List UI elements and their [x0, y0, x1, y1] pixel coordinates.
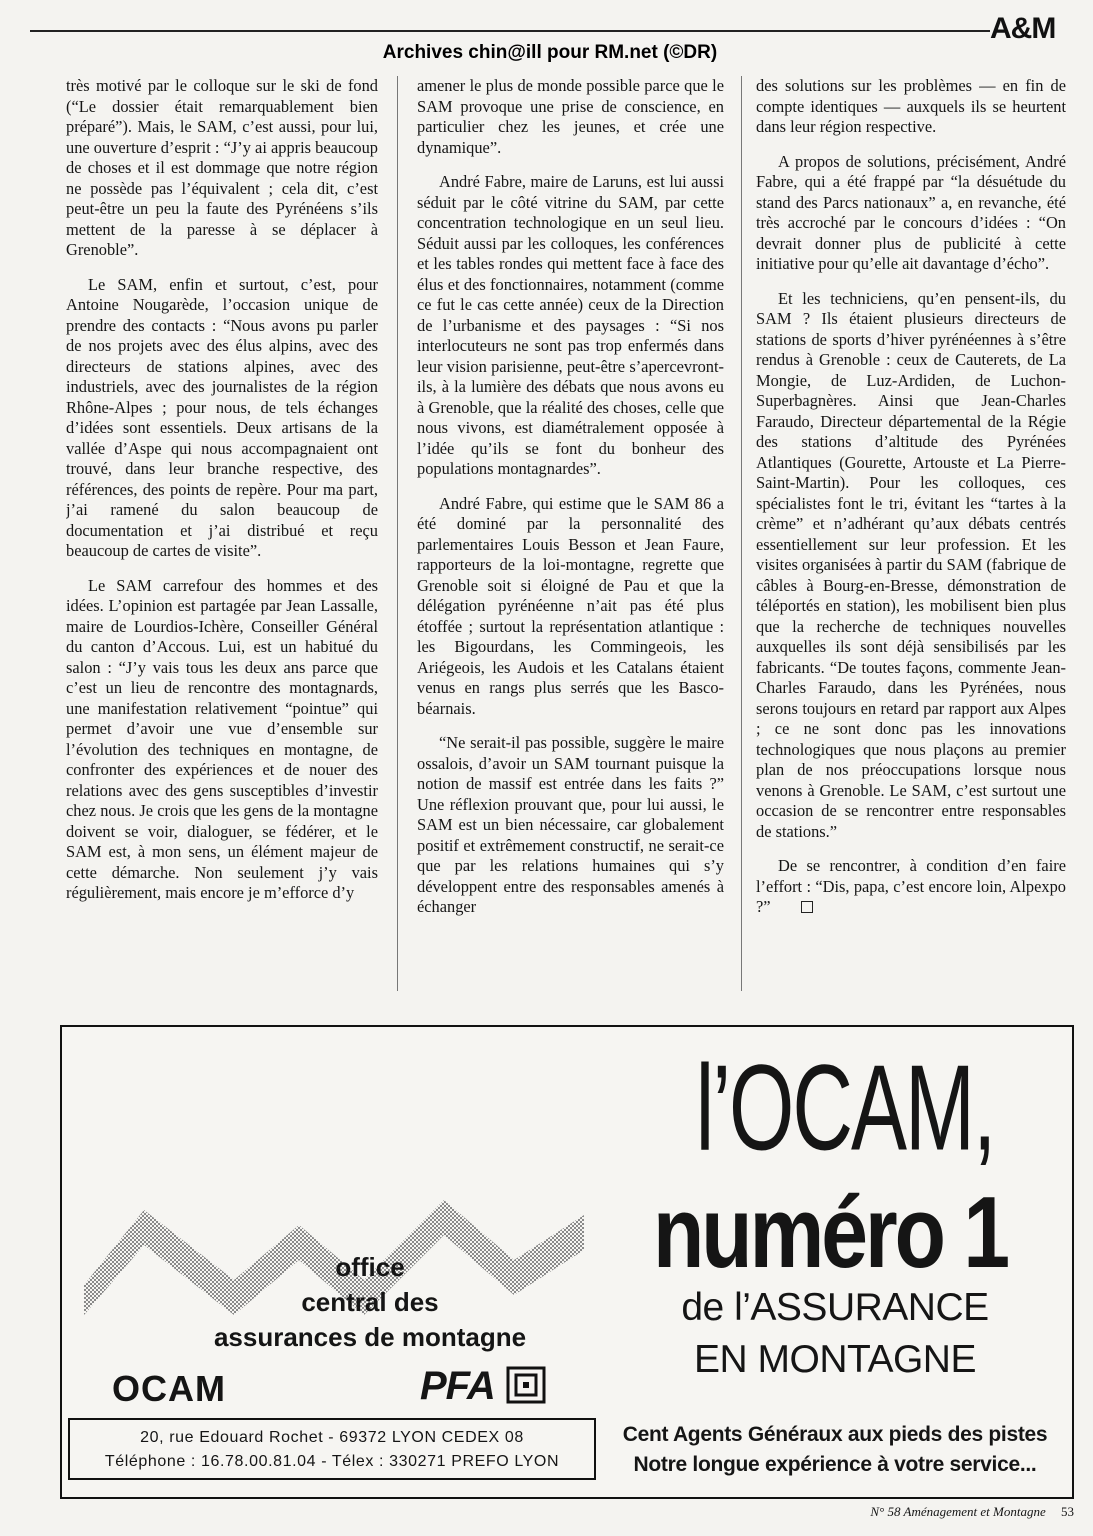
article-column-3 [756, 76, 1066, 988]
ad-tagline [600, 1420, 1070, 1480]
ad-headline-ocam: l’OCAM, [695, 1039, 995, 1176]
pfa-emblem-icon [506, 1366, 546, 1404]
page-number: 53 [1061, 1504, 1074, 1519]
contact-line: Téléphone : 16.78.00.81.04 - Télex : 330271 PREFO LYON [104, 1453, 560, 1470]
column-divider [741, 76, 742, 991]
magazine-logo: A&M [990, 12, 1056, 45]
magazine-name: Aménagement et Montagne [903, 1504, 1046, 1519]
paragraph: des solutions sur les problèmes — en fin de compte identiques — auxquels ils se heurtent dans leur région respective. [756, 76, 1066, 136]
column-divider [397, 76, 398, 991]
ad-headline-numero: numéro 1 [652, 1175, 1008, 1289]
office-line: office [335, 1252, 405, 1282]
article-column-1 [66, 76, 378, 988]
paragraph: André Fabre, qui estime que le SAM 86 a été dominé par la personnalité des parlementaires Louis Besson et Jean Faure, rapporteurs de la loi-montagne, regrette que Grenoble soit si éloigné de Pau et que la délégation pyrénéenne n’ait pas été plus étoffée ; surtout la représentation atlantique : les Bigourdans, les Commingeois, les Ariégeois, les Audois et les Catalans étaient venus en rangs plus serrés que les Basco-béarnais. [417, 493, 724, 718]
ad-headline-montagne: EN MONTAGNE [694, 1338, 976, 1381]
page-footer [812, 1504, 1074, 1520]
tagline-line: Notre longue expérience à votre service... [633, 1453, 1037, 1476]
address-line: 20, rue Edouard Rochet - 69372 LYON CEDEX 08 [140, 1429, 524, 1446]
ad-headline-assurance: de l’ASSURANCE [681, 1286, 989, 1329]
paragraph: amener le plus de monde possible parce que le SAM provoque une prise de conscience, en particulier chez les jeunes, et crée une dynamique”. [417, 76, 724, 157]
paragraph-text: De se rencontrer, à condition d’en faire l’effort : “Dis, papa, c’est encore loin, Alpexpo ?” [756, 856, 1066, 916]
article-column-2 [417, 76, 724, 988]
paragraph: Et les techniciens, qu’en pensent-ils, du SAM ? Ils étaient plusieurs directeurs de stations de sports d’hiver pyrénéennes à s’être rendus à Grenoble : ceux de Cauterets, de La Mongie, de Luz-Ardiden, de Luchon-Superbagnères. Ainsi que Jean-Charles Faraudo, Directeur départemental de la Régie des stations d’altitude des Pyrénées Atlantiques (Gourette, Artouste et La Pierre-Saint-Martin). Pour les colloques, ces spécialistes font le tri, évitant les “tartes à la crème” et n’adhérant qu’aux débats centrés essentiellement sur leur profession. Et les visites organisées à partir du SAM (fabrique de câbles à Bourg-en-Bresse, démonstration de téléportés en station), les mobilisent bien plus que la recherche de techniques nouvelles auxquelles ils sont déjà sensibilisés par les fabricants. “De toutes façons, commente Jean-Charles Faraudo, dans les Pyrénées, nous serons toujours en retard par rapport aux Alpes ; ce ne sont donc pas les innovations technologiques que nous plaçons au premier plan de nos préoccupations lorsque nous venons à Grenoble. Le SAM, c’est surtout une occasion de se rencontrer entre responsables de stations.” [756, 288, 1066, 841]
ocam-address-box [68, 1418, 596, 1480]
paragraph: André Fabre, maire de Laruns, est lui aussi séduit par le côté vitrine du SAM, par cette concentration technologique en un seul lieu. Séduit aussi par les colloques, les conférences et les tables rondes qui mettent face à face des élus et des fonctionnaires, notamment (comme ce fut le cas cette année) ceux de la Direction de l’urbanisme et des paysages : “Si nos interlocuteurs ne sont pas trop enfermés dans leur vision parisienne, peut-être s’apercevront-ils, à la lumière des débats que nous avons eu à Grenoble, que la réalité des choses, celle que nous vivons, est diamétralement opposée à l’idée qu’ils se font du bonheur des populations montagnardes”. [417, 172, 724, 478]
paragraph: Le SAM carrefour des hommes et des idées. L’opinion est partagée par Jean Lassalle, maire de Lourdios-Ichère, Conseiller Général du canton d’Accous. Lui, est un habitué du salon : “J’y vais tous les deux ans parce que c’est un lieu de rencontre des montagnards, une manifestation relativement “pointue” qui permet d’avoir une vue d’ensemble sur l’évolution des techniques en montagne, de confronter des expériences et de nouer des relations avec des gens susceptibles d’investir chez nous. Je crois que les gens de la montagne doivent se voir, dialoguer, se fédérer, et le SAM est, à mon sens, un élément majeur de cette démarche. Non seulement j’y vais régulièrement, mais encore je m’efforce d’y [66, 575, 378, 902]
end-of-article-icon [801, 901, 813, 913]
paragraph: très motivé par le colloque sur le ski de fond (“Le dossier était remarquablement bien préparé”). Mais, le SAM, c’est aussi, pour lui, une ouverture d’esprit : “J’y ai appris beaucoup de choses et il est dommage que notre région ne possède pas l’équivalent ; cela dit, c’est peut-être un peu la faute des Pyrénéens s’ils mettent de la paresse à se déplacer à Grenoble”. [66, 76, 378, 259]
pfa-logo: PFA [420, 1364, 495, 1408]
office-line: assurances de montagne [213, 1322, 527, 1352]
archive-banner: Archives chin@ill pour RM.net (©DR) [382, 42, 718, 63]
ocam-logo: OCAM [112, 1368, 226, 1409]
tagline-line: Cent Agents Généraux aux pieds des pistes [622, 1423, 1048, 1446]
paragraph: Le SAM, enfin et surtout, c’est, pour Antoine Nougarède, l’occasion unique de prendre des contacts : “Nous avons pu parler de nos projets avec des élus alpins, avec des directeurs de stations alpines, avec des industriels, avec des journalistes de la région Rhône-Alpes ; pour nous, de tels échanges d’idées sont essentiels. Deux artisans de la vallée d’Aspe qui nous accompagnaient ont trouvé, dans leur branche respective, des références, des points de repère. Pour ma part, j’ai ramené du salon beaucoup de documentation et j’ai distribué et reçu beaucoup de cartes de visite”. [66, 274, 378, 560]
paragraph: A propos de solutions, précisément, André Fabre, qui a été frappé par “la désuétude du stand des Parcs nationaux” a, en revanche, été très accroché par le concours d’idées : “On devrait donner plus de publicité à cette initiative pour qu’elle ait davantage d’écho”. [756, 151, 1066, 273]
header-rule [30, 30, 990, 32]
paragraph: “Ne serait-il pas possible, suggère le maire ossalois, d’avoir un SAM tournant puisque la notion de massif est entrée dans les faits ?” Une réflexion prouvant que, pour lui aussi, le SAM est un bien nécessaire, car globalement positif et extrêmement constructif, ne serait-ce que par les relations humaines qui s’y développent entre des responsables amenés à échanger [417, 733, 724, 916]
ocam-full-name [195, 1250, 545, 1355]
paragraph-final [756, 856, 1066, 918]
office-line: central des [301, 1287, 439, 1317]
issue-number: N° 58 [870, 1504, 901, 1519]
